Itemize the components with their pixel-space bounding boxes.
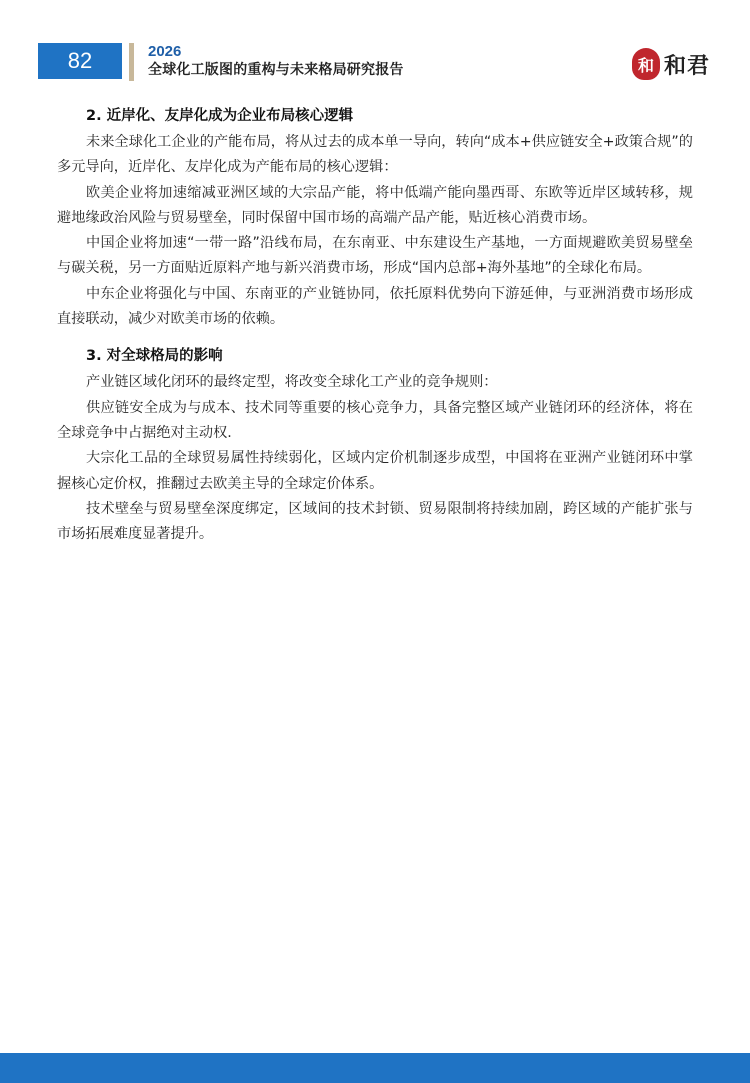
body-paragraph: 欧美企业将加速缩减亚洲区域的大宗品产能，将中低端产能向墨西哥、东欧等近岸区域转移，规避地缘政治风险与贸易壁垒，同时保留中国市场的高端产品产能，贴近核心消费市场。 xyxy=(57,184,693,226)
body-paragraph: 未来全球化工企业的产能布局，将从过去的成本单一导向，转向“成本+供应链安全+政策合规”的多元导向，近岸化、友岸化成为产能布局的核心逻辑： xyxy=(57,134,693,176)
body-paragraph: 产业链区域化闭环的最终定型，将改变全球化工产业的竞争规则： xyxy=(86,374,498,391)
section-heading: 3. 对全球格局的影响 xyxy=(86,348,223,365)
header-divider xyxy=(129,43,134,81)
body-paragraph: 技术壁垒与贸易壁垒深度绑定，区域间的技术封锁、贸易限制将持续加剧，跨区域的产能扩张与市场拓展难度显著提升。 xyxy=(57,500,693,543)
company-logo xyxy=(632,44,724,84)
body-paragraph: 中国企业将加速“一带一路”沿线布局，在东南亚、中东建设生产基地，一方面规避欧美贸易壁垒与碳关税，另一方面贴近原料产地与新兴消费市场，形成“国内总部+海外基地”的全球化布局。 xyxy=(57,235,693,277)
body-paragraph: 大宗化工品的全球贸易属性持续弱化，区域内定价机制逐步成型，中国将在亚洲产业链闭环中掌握核心定价权，推翻过去欧美主导的全球定价体系。 xyxy=(57,450,693,492)
logo-text: 和君 xyxy=(664,53,711,79)
logo-seal-icon: 和 xyxy=(632,48,660,80)
report-title: 全球化工版图的重构与未来格局研究报告 xyxy=(148,62,404,78)
page-number-badge xyxy=(38,43,122,79)
section-heading: 2. 近岸化、友岸化成为企业布局核心逻辑 xyxy=(86,108,354,124)
header-year: 2026 xyxy=(148,43,182,60)
body-paragraph: 供应链安全成为与成本、技术同等重要的核心竞争力，具备完整区域产业链闭环的经济体，将在全球竞争中占据绝对主动权. xyxy=(57,399,693,441)
footer-bar xyxy=(0,1053,750,1083)
main-content xyxy=(57,104,693,547)
body-paragraph: 中东企业将强化与中国、东南亚的产业链协同，依托原料优势向下游延伸，与亚洲消费市场形成直接联动，减少对欧美市场的依赖。 xyxy=(57,285,693,328)
page-number: 82 xyxy=(67,48,93,73)
